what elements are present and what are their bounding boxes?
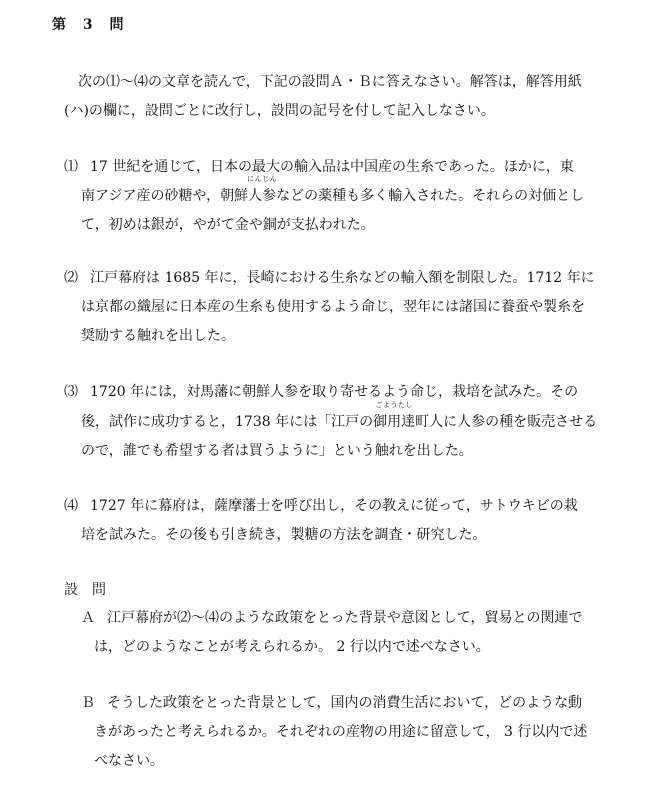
- question-b-line-1: そうした政策をとった背景として，国内の消費生活において，どのような動: [107, 695, 583, 711]
- question-a-label: Ａ: [81, 610, 95, 626]
- item-1-label: ⑴: [64, 159, 78, 175]
- item-3-label: ⑶: [64, 384, 78, 400]
- item-2-label: ⑵: [64, 270, 78, 286]
- item-2-line-1: 江戸幕府は 1685 年に，長崎における生糸などの輸入額を制限した。1712 年に: [90, 270, 595, 286]
- questions-title: 設 問: [64, 582, 106, 598]
- item-1-line-2-after: などの薬種も多く輸入された。それらの対価とし: [276, 188, 585, 204]
- item-4-line-2: 培を試みた。その後も引き続き，製糖の方法を調査・研究した。: [81, 527, 487, 543]
- question-b-label: Ｂ: [81, 695, 95, 711]
- item-2-line-2: は京都の織屋に日本産の生糸も使用するよう命じ，翌年には諸国に養蚕や製糸を: [81, 299, 585, 315]
- ruby-base: 人参: [248, 188, 277, 204]
- item-3-line-2-after: 町人に人参の種を販売させる: [415, 414, 598, 430]
- ruby-ninjin: [247, 175, 278, 206]
- problem-heading: 第 3 問: [52, 17, 130, 33]
- intro-line-1: 次の⑴～⑷の文章を読んで，下記の設問Ａ・Ｂに答えなさい。解答は，解答用紙: [78, 74, 582, 90]
- item-2-line-3: 奨励する触れを出した。: [81, 328, 235, 344]
- item-1-line-2: [81, 175, 585, 206]
- intro-line-2: (ハ)の欄に，設問ごとに改行し，設問の記号を付して記入しなさい。: [64, 103, 495, 119]
- item-4-line-1: 1727 年に幕府は，薩摩藩士を呼び出し，その教えに従って，サトウキビの栽: [90, 498, 578, 514]
- question-a-line-1: 江戸幕府が⑵～⑷のような政策をとった背景や意図として，貿易との関連で: [107, 610, 583, 626]
- ruby-text: ごようたし: [375, 401, 413, 409]
- item-3-line-2-before: 後，試作に成功すると，1738 年には「江戸の: [81, 414, 374, 430]
- question-b-line-2: きがあったと考えられるか。それぞれの産物の用途に留意して， 3 行以内で述: [94, 724, 588, 740]
- ruby-goyoutashi: [373, 401, 416, 432]
- ruby-base: 御用達: [373, 414, 416, 430]
- question-a-line-2: は，どのようなことが考えられるか。 2 行以内で述べなさい。: [94, 639, 490, 655]
- item-3-line-3: ので，誰でも希望する者は買うように」という触れを出した。: [81, 443, 473, 459]
- question-b-line-3: べなさい。: [94, 753, 164, 769]
- item-1-line-3: て，初めは銀が，やがて金や銅が支払われた。: [81, 217, 375, 233]
- item-3-line-2: [81, 401, 598, 432]
- item-4-label: ⑷: [64, 498, 78, 514]
- item-3-line-1: 1720 年には，対馬藩に朝鮮人参を取り寄せるよう命じ，栽培を試みた。その: [90, 384, 579, 400]
- ruby-text: にんじん: [247, 175, 278, 183]
- item-1-line-1: 17 世紀を通じて，日本の最大の輸入品は中国産の生糸であった。ほかに，東: [90, 159, 574, 175]
- item-1-line-2-before: 南アジア産の砂糖や，朝鮮: [81, 188, 249, 204]
